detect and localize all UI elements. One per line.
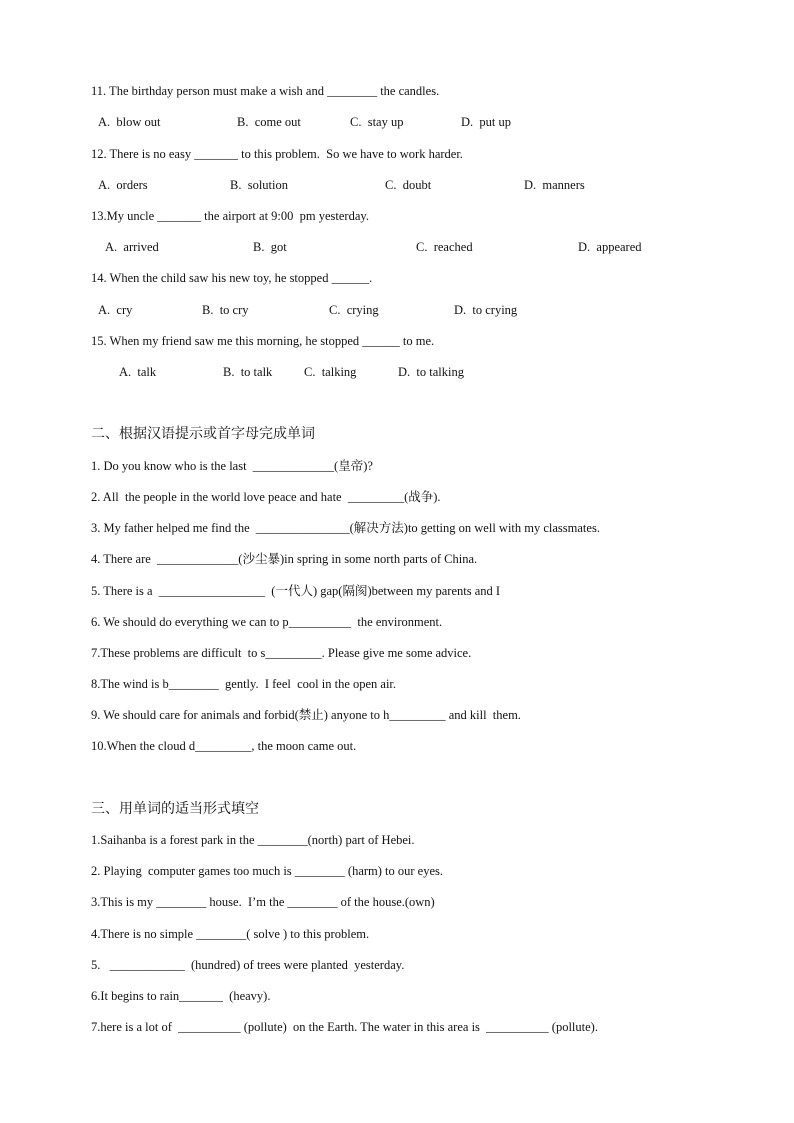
option-d: D. to talking [398,365,464,379]
option-d: D. put up [461,115,511,129]
question-11: 11. The birthday person must make a wish and ________ the candles. [91,84,440,98]
option-c: C. reached [416,240,473,254]
part2-item-2: 2. All the people in the world love peace and hate _________(战争). [91,490,441,504]
part3-item-4: 4.There is no simple ________( solve ) to this problem. [91,927,370,941]
option-b: B. got [253,240,287,254]
option-a: A. orders [98,178,148,192]
option-c: C. crying [329,303,379,317]
option-a: A. talk [119,365,157,379]
part2-item-4: 4. There are _____________(沙尘暴)in spring in some north parts of China. [91,552,478,566]
option-d: D. manners [524,178,585,192]
part2-item-5: 5. There is a _________________ (一代人) gap(隔阂)between my parents and I [91,584,501,598]
part2-item-10: 10.When the cloud d_________, the moon came out. [91,739,357,753]
option-b: B. come out [237,115,301,129]
part3-item-1: 1.Saihanba is a forest park in the ________(north) part of Hebei. [91,833,415,847]
part2-item-8: 8.The wind is b________ gently. I feel cool in the open air. [91,677,397,691]
option-b: B. solution [230,178,288,192]
part3-item-7: 7.here is a lot of __________ (pollute) on the Earth. The water in this area is __________ (pollute). [91,1020,598,1034]
question-13: 13.My uncle _______ the airport at 9:00 pm yesterday. [91,209,369,223]
part2-item-7: 7.These problems are difficult to s_________. Please give me some advice. [91,646,472,660]
part2-item-9: 9. We should care for animals and forbid(禁止) anyone to h_________ and kill them. [91,708,521,722]
part2-item-6: 6. We should do everything we can to p__________ the environment. [91,615,443,629]
option-d: D. to crying [454,303,518,317]
question-14: 14. When the child saw his new toy, he stopped ______. [91,271,373,285]
option-c: C. talking [304,365,357,379]
part3-item-5: 5. ____________ (hundred) of trees were planted yesterday. [91,958,405,972]
option-d: D. appeared [578,240,642,254]
question-15: 15. When my friend saw me this morning, he stopped ______ to me. [91,334,435,348]
option-a: A. blow out [98,115,161,129]
section-2-heading: 二、根据汉语提示或首字母完成单词 [91,426,315,442]
part2-item-3: 3. My father helped me find the _______________(解决方法)to getting on well with my classmates. [91,521,600,535]
option-a: A. arrived [105,240,159,254]
section-3-heading: 三、用单词的适当形式填空 [91,801,259,817]
option-b: B. to talk [223,365,273,379]
option-c: C. doubt [385,178,432,192]
option-a: A. cry [98,303,133,317]
part3-item-2: 2. Playing computer games too much is ________ (harm) to our eyes. [91,864,444,878]
part3-item-6: 6.It begins to rain_______ (heavy). [91,989,271,1003]
option-c: C. stay up [350,115,404,129]
option-b: B. to cry [202,303,249,317]
part3-item-3: 3.This is my ________ house. I’m the ________ of the house.(own) [91,895,435,909]
question-12: 12. There is no easy _______ to this problem. So we have to work harder. [91,147,463,161]
part2-item-1: 1. Do you know who is the last _____________(皇帝)? [91,459,373,473]
